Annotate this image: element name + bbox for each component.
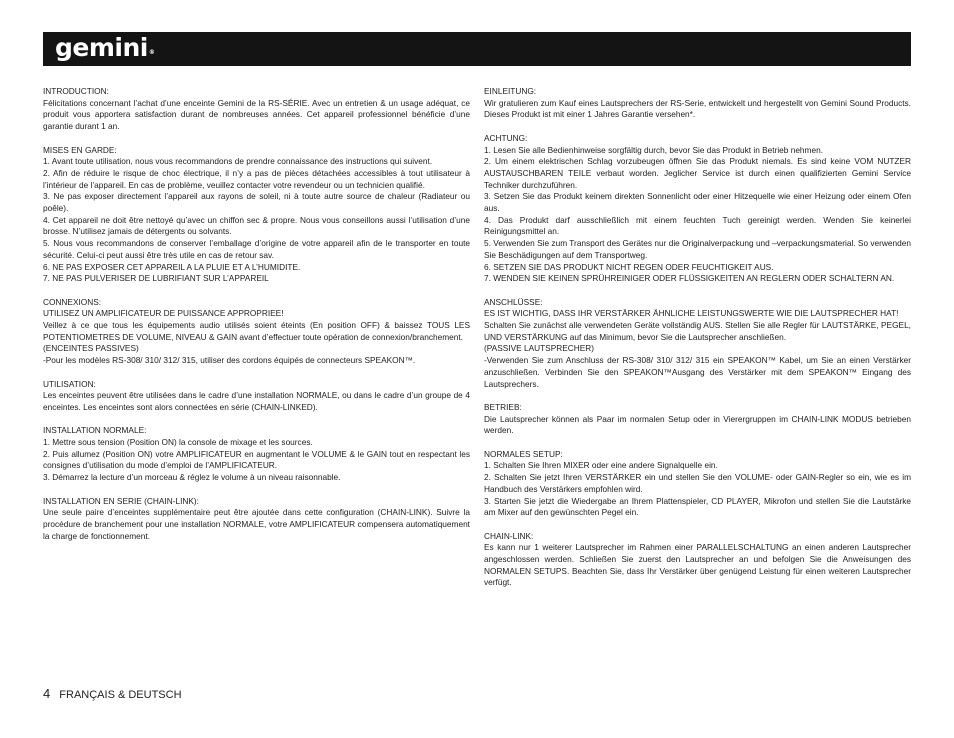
- section-paragraph: 3. Ne pas exposer directement l’appareil aux rayons de soleil, ni à toute autre source de chaleur (Radiateur ou poêle).: [43, 191, 470, 214]
- section-paragraph: Félicitations concernant l’achat d’une enceinte Gemini de la RS-SÉRIE. Avec un entretien & un usage adéquat, ce produit vous apportera satisfaction durant de nombreuses années. Cet appareil professionnel bénéficie d’une garantie durant 1 an.: [43, 97, 470, 132]
- section-heading: NORMALES SETUP:: [484, 448, 563, 459]
- section-paragraph: 2. Afin de réduire le risque de choc électrique, il n’y a pas de pièces détachées accessibles à tout utilisateur à l’intérieur de l’appareil. En cas de problème, veuillez contacter votre revendeur ou un technicien qualifié.: [43, 167, 470, 190]
- section-paragraph: Veillez à ce que tous les équipements audio utilisés soient éteints (En position OFF) & baissez TOUS LES POTENTIOMETRES DE VOLUME, NIVEAU & GAIN avant d’effectuer toute opération de connexion/branchement.: [43, 320, 470, 342]
- section-heading: ANSCHLÜSSE:: [484, 296, 543, 307]
- section-paragraph: 2. Um einem elektrischen Schlag vorzubeugen öffnen Sie das Produkt niemals. Es sind keine VOM NUTZER AUSTAUSCHBAREN TEILE verbaut worden. Jeglicher Service ist durch einen qualifizierten Gemini Service Techniker durchzuführen.: [484, 156, 911, 190]
- section-paragraph: 3. Setzen Sie das Produkt keinem direkten Sonnenlicht oder einer Hitzequelle wie einer Heizung oder einem Ofen aus.: [484, 191, 911, 214]
- gemini-logo: [55, 33, 154, 63]
- section: [43, 145, 470, 285]
- section: [484, 531, 911, 590]
- section-paragraph: 7. NE PAS PULVERISER DE LUBRIFIANT SUR L’APPAREIL: [43, 273, 269, 284]
- section-paragraph: (PASSIVE LAUTSPRECHER): [484, 343, 595, 354]
- section-paragraph: 7. WENDEN SIE KEINEN SPRÜHREINIGER ODER FLÜSSIGKEITEN AN REGLERN ODER SCHALTERN AN.: [484, 273, 895, 284]
- section-heading: CONNEXIONS:: [43, 296, 102, 307]
- section-paragraph: Es kann nur 1 weiterer Lautsprecher im Rahmen einer PARALLELSCHALTUNG an einen anderen Lautsprecher angeschlossen werden. Schließen Sie zuerst den Lautsprecher an und befolgen Sie die Anweisungen des NORMALEN SETUPS. Beachten Sie, dass Ihr Verstärker über genügend Leistung für einen weiteren Lautsprecher verfügt.: [484, 542, 911, 588]
- footer-language-label: FRANÇAIS & DEUTSCH: [59, 689, 182, 701]
- section-paragraph: 1. Avant toute utilisation, nous vous recommandons de prendre connaissance des instructions qui suivent.: [43, 156, 433, 167]
- section-heading: MISES EN GARDE:: [43, 144, 117, 155]
- section-paragraph: 4. Das Produkt darf ausschließlich mit einem feuchten Tuch gereinigt werden. Wenden Sie keinerlei Reinigungsmittel an.: [484, 214, 911, 237]
- section-paragraph: Les enceintes peuvent être utilisées dans le cadre d’une installation NORMALE, ou dans le cadre d’un groupe de 4 enceintes. Les enceintes sont alors connectées en série (CHAIN-LINKED).: [43, 390, 470, 412]
- section: [484, 402, 911, 437]
- page-number: 4: [43, 686, 51, 701]
- section-heading: INTRODUCTION:: [43, 86, 109, 96]
- section-paragraph: 3. Starten Sie jetzt die Wiedergabe an Ihrem Plattenspieler, CD PLAYER, Mikrofon und stellen Sie die Lautstärke am Mixer auf den gewünschten Pegel ein.: [484, 495, 911, 518]
- section-paragraph: 1. Mettre sous tension (Position ON) la console de mixage et les sources.: [43, 437, 313, 448]
- section: [43, 425, 470, 484]
- section-paragraph: 1. Lesen Sie alle Bedienhinweise sorgfältig durch, bevor Sie das Produkt in Betrieb nehmen.: [484, 144, 823, 155]
- section-paragraph: (ENCEINTES PASSIVES): [43, 343, 139, 354]
- section-heading: INSTALLATION NORMALE:: [43, 425, 147, 436]
- section-paragraph: 2. Puis allumez (Position ON) votre AMPLIFICATEUR en augmentant le VOLUME & le GAIN tout en respectant les consignes d’utilisation du mode d’emploi de l’AMPLIFICATEUR.: [43, 448, 470, 471]
- section-paragraph: Une seule paire d’enceintes supplémentaire peut être ajoutée dans cette configuration (CHAIN-LINK). Suivre la procédure de branchement pour une installation NORMALE, votre AMPLIFICATEUR compensera automatiquement la charge de fonctionnement.: [43, 507, 470, 541]
- section-paragraph: -Pour les modèles RS-308/ 310/ 312/ 315, utiliser des cordons équipés de connecteurs SPEAKON™.: [43, 355, 416, 366]
- section-paragraph: 5. Verwenden Sie zum Transport des Gerätes nur die Originalverpackung und –verpackungsmaterial. So verwenden Sie Beschädigungen auf dem Transportweg.: [484, 238, 911, 260]
- section: [484, 86, 911, 121]
- french-column: [43, 86, 470, 554]
- section: [484, 133, 911, 285]
- section-heading: INSTALLATION EN SERIE (CHAIN-LINK):: [43, 495, 199, 506]
- section-paragraph: ES IST WICHTIG, DASS IHR VERSTÄRKER ÄHNLICHE LEISTUNGSWERTE WIE DIE LAUTSPRECHER HAT!: [484, 308, 899, 319]
- section-paragraph: UTILISEZ UN AMPLIFICATEUR DE PUISSANCE APPROPRIEE!: [43, 308, 284, 319]
- section: [43, 496, 470, 543]
- section: [484, 449, 911, 519]
- section-paragraph: 4. Cet appareil ne doit être nettoyé qu’avec un chiffon sec & propre. Nous vous conseillons aussi l’utilisation d’une brosse. N’utilisez jamais de détergents ou solvants.: [43, 214, 470, 237]
- section-paragraph: -Verwenden Sie zum Anschluss der RS-308/ 310/ 312/ 315 ein SPEAKON™ Kabel, um Sie an einen Verstärker anzuschließen. Verbinden Sie den SPEAKON™Ausgang des Verstärker mit dem SPEAKON™ Eingang des Lautsprechers.: [484, 355, 911, 389]
- section-heading: ACHTUNG:: [484, 132, 528, 143]
- section-heading: BETRIEB:: [484, 401, 522, 412]
- section-heading: CHAIN-LINK:: [484, 530, 534, 541]
- header-bar: [43, 32, 911, 66]
- section-paragraph: 6. SETZEN SIE DAS PRODUKT NICHT REGEN ODER FEUCHTIGKEIT AUS.: [484, 261, 774, 272]
- section: [43, 297, 470, 367]
- section-paragraph: 6. NE PAS EXPOSER CET APPAREIL A LA PLUIE ET A L’HUMIDITE.: [43, 261, 301, 272]
- trademark-mark: ®: [148, 49, 155, 56]
- section-heading: UTILISATION:: [43, 378, 96, 389]
- section-paragraph: Schalten Sie zunächst alle verwendeten Geräte vollständig AUS. Stellen Sie alle Regler für LAUTSTÄRKE, PEGEL, UND VERSTÄRKUNG auf das Minimum, bevor Sie die Lautsprecher anschließen.: [484, 320, 911, 342]
- section: [484, 297, 911, 391]
- section: [43, 379, 470, 414]
- brand-name: gemini: [55, 33, 148, 62]
- section-paragraph: 1. Schalten Sie Ihren MIXER oder eine andere Signalquelle ein.: [484, 460, 718, 471]
- page-footer: [43, 687, 182, 702]
- section: [43, 86, 470, 133]
- section-paragraph: Die Lautsprecher können als Paar im normalen Setup oder in Vierergruppen im CHAIN-LINK MODUS betrieben werden.: [484, 413, 911, 436]
- section-paragraph: 3. Démarrez la lecture d’un morceau & réglez le volume à un niveau raisonnable.: [43, 472, 341, 483]
- section-paragraph: Wir gratulieren zum Kauf eines Lautsprechers der RS-Serie, entwickelt und hergestellt von Gemini Sound Products. Dieses Produkt ist mit einer 1 Jahres Garantie versehen*.: [484, 97, 911, 120]
- section-heading: EINLEITUNG:: [484, 86, 537, 96]
- section-paragraph: 2. Schalten Sie jetzt Ihren VERSTÄRKER ein und stellen Sie den VOLUME- oder GAIN-Regler so ein, wie es im Handbuch des Verstärkers empfohlen wird.: [484, 472, 911, 494]
- section-paragraph: 5. Nous vous recommandons de conserver l’emballage d’origine de votre appareil afin de le transporter en toute sécurité. Celui-ci peut aussi être très utile en cas de retour sav.: [43, 238, 470, 260]
- german-column: [484, 86, 911, 601]
